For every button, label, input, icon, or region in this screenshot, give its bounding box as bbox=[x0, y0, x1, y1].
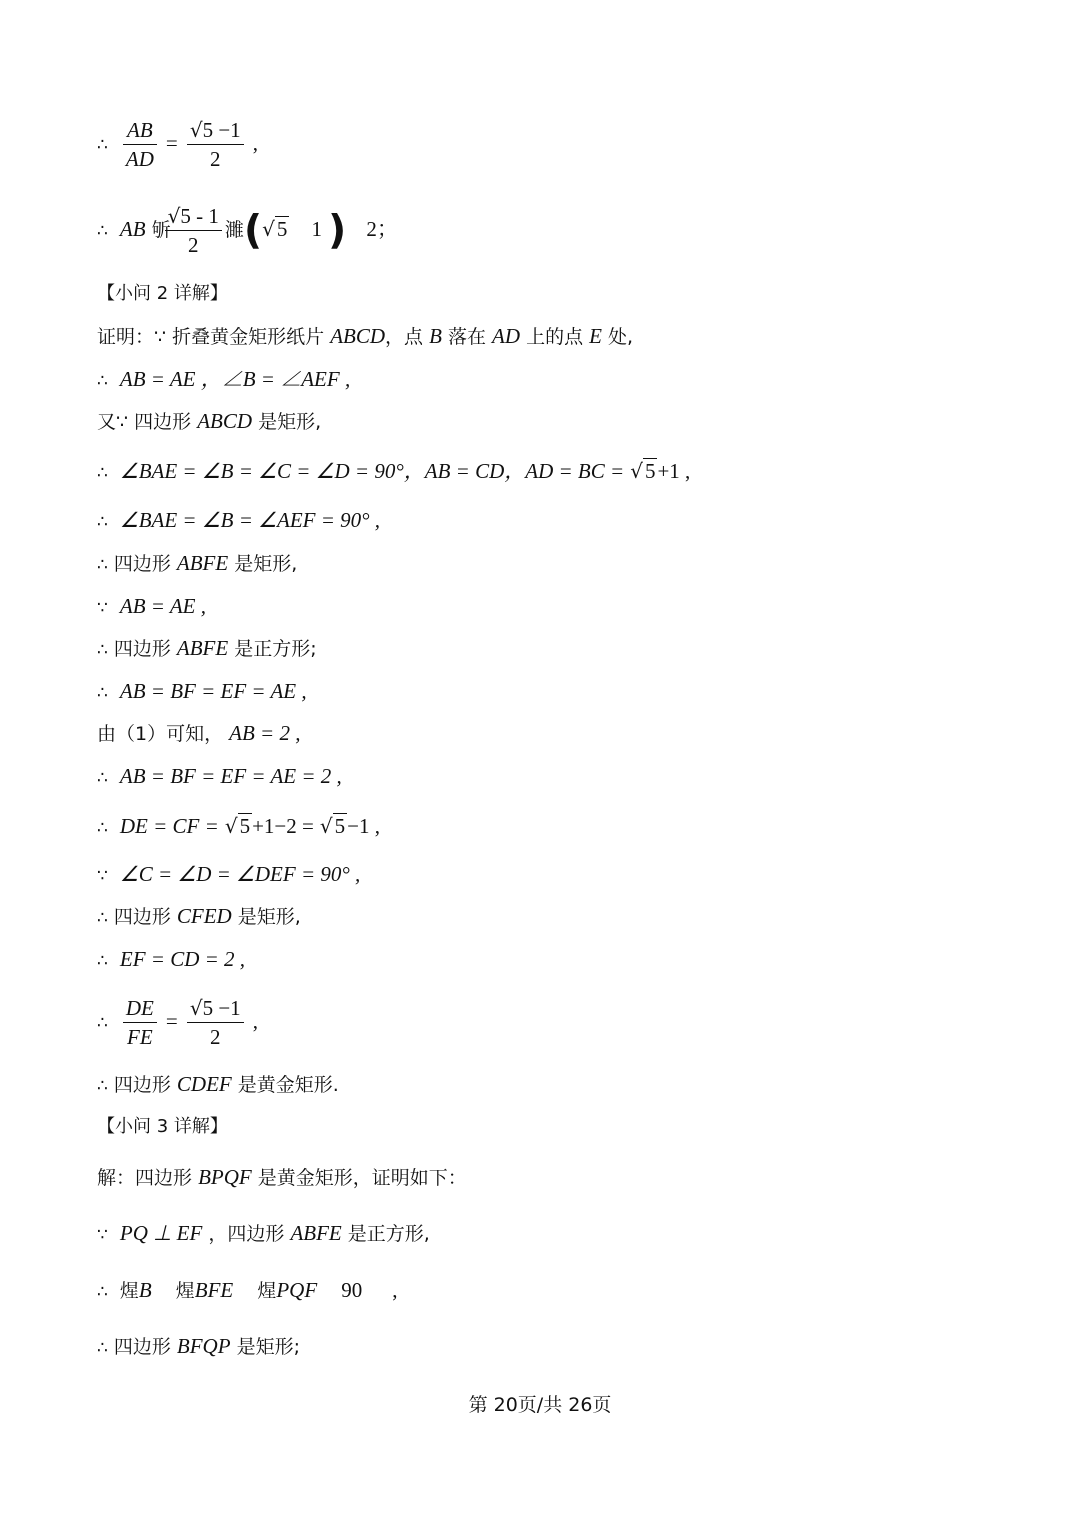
line-ratio-ab-ad: ∴ $\frac{AB}{AD}$ = $\frac{√5 -1}{2}$ , bbox=[97, 118, 258, 171]
line-solution-intro: 解：四边形 BPQF 是黄金矩形，证明如下： bbox=[97, 1165, 467, 1189]
line-angle-def: ∵ ∠C = ∠D = ∠DEF = 90° , bbox=[97, 862, 361, 886]
sqrt-icon: √ bbox=[630, 459, 643, 483]
fraction-de-over-fe: $\frac{DE}{FE}$ bbox=[123, 994, 157, 1051]
line-cfed-rectangle: ∴ 四边形 CFED 是矩形, bbox=[97, 904, 301, 928]
line-ratio-de-fe: ∴ $\frac{DE}{FE}$ = $\frac{√5 -1}{2}$ , bbox=[97, 996, 258, 1049]
section-heading-part-3: 【小问 3 详解】 bbox=[97, 1116, 228, 1137]
line-proof-intro: 证明：∵ 折叠黄金矩形纸片 ABCD，点 B 落在 AD 上的点 E 处, bbox=[97, 324, 634, 348]
fraction-golden-ratio-3: $\frac{√5 -1}{2}$ bbox=[187, 994, 244, 1051]
sqrt-icon: √ bbox=[167, 204, 181, 228]
line-abcd-rectangle: 又∵ 四边形 ABCD 是矩形, bbox=[97, 409, 322, 433]
fraction-golden-ratio: $\frac{√5 -1}{2}$ bbox=[187, 116, 244, 173]
line-ef-cd: ∴ EF = CD = 2 , bbox=[97, 947, 246, 971]
line-angles-garbled: ∴ 煋B 煋BFE 煋PQF 90 , bbox=[97, 1278, 398, 1302]
line-sides-equal-2: ∴ AB = BF = EF = AE = 2 , bbox=[97, 764, 342, 788]
line-cdef-golden: ∴ 四边形 CDEF 是黄金矩形. bbox=[97, 1072, 339, 1096]
fraction-ab-over-ad: $\frac{AB}{AD}$ bbox=[123, 116, 157, 173]
sqrt-icon: √ bbox=[189, 996, 203, 1020]
line-from-part-1: 由（1）可知， AB = 2 , bbox=[97, 721, 301, 745]
page-footer: 第 20页/共 26页 bbox=[468, 1394, 612, 1416]
line-abfe-rectangle: ∴ 四边形 ABFE 是矩形, bbox=[97, 551, 298, 575]
sqrt-icon: √ bbox=[319, 814, 333, 838]
line-de-cf: ∴ DE = CF = √5+1−2 = √5−1 , bbox=[97, 814, 381, 838]
line-abfe-square: ∴ 四边形 ABFE 是正方形; bbox=[97, 636, 317, 660]
line-bfqp-rectangle: ∴ 四边形 BFQP 是矩形; bbox=[97, 1334, 300, 1358]
sqrt-icon: √ bbox=[262, 217, 275, 241]
sqrt-icon: √ bbox=[224, 814, 238, 838]
line-ab-value-garbled: ∴ AB 斪 $\frac{√5 - 1}{2}$ 濉(√5 1 ) 2； bbox=[97, 204, 398, 257]
line-ab-eq-ae: ∴ AB = AE ，∠B = ∠AEF , bbox=[97, 367, 351, 391]
sqrt-icon: √ bbox=[189, 118, 203, 142]
line-pq-perp-ef: ∵ PQ ⊥ EF ，四边形 ABFE 是正方形, bbox=[97, 1221, 430, 1245]
line-angles-90: ∴ ∠BAE = ∠B = ∠C = ∠D = 90°，AB = CD，AD = BC = √5+1 , bbox=[97, 459, 691, 483]
line-because-ab-ae: ∵ AB = AE , bbox=[97, 594, 206, 618]
section-heading-part-2: 【小问 2 详解】 bbox=[97, 283, 228, 304]
fraction-golden-ratio-2: $\frac{√5 - 1}{2}$ bbox=[165, 202, 222, 259]
therefore-symbol: ∴ bbox=[97, 135, 108, 155]
line-angle-aef-90: ∴ ∠BAE = ∠B = ∠AEF = 90° , bbox=[97, 508, 381, 532]
line-sides-equal: ∴ AB = BF = EF = AE , bbox=[97, 679, 307, 703]
